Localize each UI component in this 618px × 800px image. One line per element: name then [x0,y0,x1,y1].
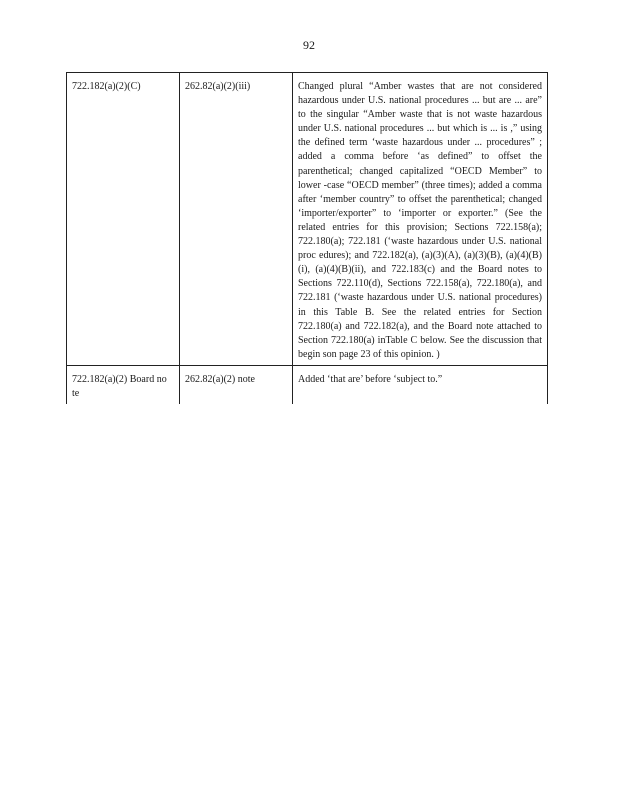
federal-section-cell: 262.82(a)(2) note [180,365,293,404]
federal-section-cell: 262.82(a)(2)(iii) [180,73,293,366]
comparison-table [66,72,548,404]
change-description-cell: Added ‘that are’ before ‘subject to.” [293,365,548,404]
table-row [67,73,548,366]
page-number: 92 [303,38,315,52]
change-description-cell: Changed plural “Amber wastes that are not considered hazardous under U.S. national procedures ... but are ... are” to the singular “Amber waste that is not waste hazardous under U.S. national procedures ... but which is ... is ,” using the defined term ‘waste hazardous under ... procedures” ; added a comma before ‘as defined” to offset the parenthetical; changed capitalized “OECD Member” to lower -case “OECD member” (three times); added a comma after ‘member country” to offset the parenthetical; changed ‘importer/exporter” to ‘importer or exporter.” (See the related entries for this provision; Sections 722.158(a); 722.180(a); 722.181 (‘waste hazardous under U.S. national proc edures); and 722.182(a), (a)(3)(A), (a)(3)(B), (a)(4)(B)(i), (a)(4)(B)(ii), and 722.183(c) and the Board notes to Sections 722.110(d), Sections 722.158(a), 722.180(a), and 722.181 (‘waste hazardous under U.S. national procedures) in this Table B. See the related entries for Section 722.180(a) and 722.182(a), and the Board note attached to Section 722.180(a) inTable C below. See the discussion that begin son page 23 of this opinion. ) [293,73,548,366]
illinois-section-cell: 722.182(a)(2) Board no te [67,365,180,404]
illinois-section-cell: 722.182(a)(2)(C) [67,73,180,366]
table-row [67,365,548,404]
